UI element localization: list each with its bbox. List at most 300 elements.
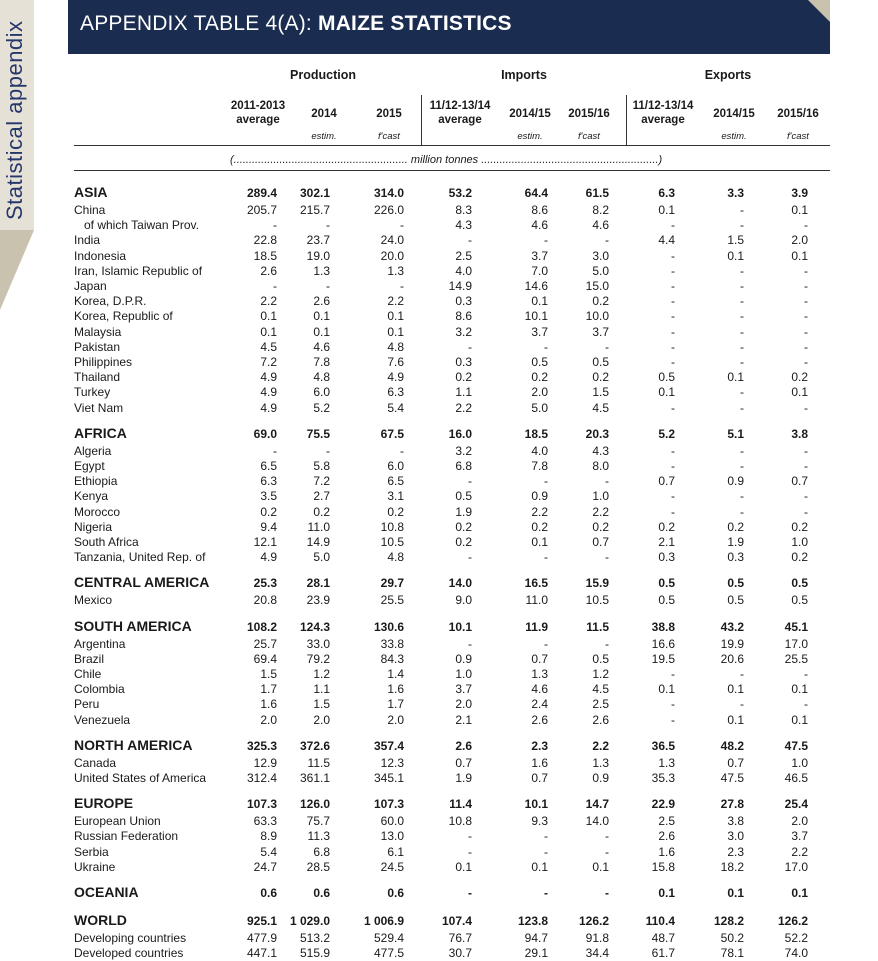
row-label: Iran, Islamic Republic of: [74, 263, 203, 278]
table-cell: 2.0: [791, 233, 808, 248]
table-cell: 0.1: [727, 248, 744, 263]
table-cell: 0.5: [727, 576, 744, 591]
table-cell: -: [273, 443, 277, 458]
table-cell: 477.9: [246, 931, 277, 945]
row-label: Viet Nam: [74, 400, 124, 415]
table-cell: 1.3: [313, 263, 330, 278]
table-cell: 357.4: [373, 738, 404, 753]
table-cell: 0.1: [658, 886, 675, 900]
table-cell: 7.0: [531, 263, 548, 278]
table-cell: -: [804, 339, 808, 354]
table-row: [74, 294, 818, 309]
table-cell: 2.5: [658, 814, 675, 829]
table-cell: 2.0: [791, 814, 808, 829]
table-cell: -: [468, 550, 472, 565]
table-cell: -: [671, 504, 675, 519]
table-cell: 11.0: [307, 519, 330, 534]
table-cell: -: [671, 309, 675, 324]
row-label: ASIA: [74, 184, 108, 200]
table-cell: 1.6: [531, 755, 548, 770]
table-cell: 0.6: [260, 886, 277, 900]
table-cell: -: [273, 218, 277, 233]
table-cell: 0.2: [791, 550, 808, 565]
table-cell: -: [804, 324, 808, 339]
table-row: [74, 233, 818, 248]
group-header-production: Production: [290, 68, 356, 82]
table-cell: -: [671, 712, 675, 727]
table-cell: 4.9: [260, 385, 277, 400]
region-row: [74, 617, 818, 635]
table-row: [74, 489, 818, 504]
table-cell: 0.1: [727, 370, 744, 385]
table-cell: 0.1: [791, 712, 808, 727]
table-cell: -: [740, 385, 744, 400]
table-row: [74, 713, 818, 728]
table-cell: 6.3: [260, 474, 277, 489]
table-cell: 3.5: [260, 489, 277, 504]
row-label: Peru: [74, 697, 100, 712]
table-cell: -: [400, 279, 404, 293]
table-cell: 33.0: [306, 636, 330, 651]
table-cell: 2.2: [592, 738, 609, 753]
table-cell: 0.1: [592, 859, 609, 874]
row-label: AFRICA: [74, 424, 127, 441]
row-label: Developed countries: [74, 946, 184, 961]
table-cell: 14.0: [448, 576, 472, 591]
table-cell: 2.0: [531, 385, 548, 400]
table-cell: 79.2: [306, 651, 330, 666]
page-title: APPENDIX TABLE 4(A): MAIZE STATISTICS: [80, 12, 512, 35]
row-label: India: [74, 233, 101, 248]
table-cell: 0.3: [455, 355, 472, 369]
table-cell: 1 029.0: [289, 914, 330, 928]
table-cell: -: [544, 636, 548, 651]
table-cell: -: [740, 459, 744, 473]
table-cell: 2.5: [455, 248, 472, 263]
table-cell: 4.6: [592, 218, 609, 233]
table-cell: 0.1: [531, 859, 548, 874]
table-cell: 30.7: [448, 946, 472, 961]
table-cell: 5.1: [727, 426, 744, 441]
table-cell: 4.8: [387, 550, 404, 565]
table-cell: 289.4: [246, 186, 277, 200]
table-cell: -: [671, 489, 675, 504]
table-cell: 25.5: [380, 593, 404, 608]
table-cell: 4.8: [387, 339, 404, 354]
table-cell: -: [544, 339, 548, 354]
table-cell: -: [468, 886, 472, 900]
table-cell: 75.7: [306, 814, 330, 829]
table-cell: 6.8: [313, 844, 330, 859]
table-cell: -: [671, 400, 675, 415]
table-row: [74, 203, 818, 218]
table-cell: -: [671, 697, 675, 712]
row-label: Korea, Republic of: [74, 309, 173, 324]
table-cell: -: [544, 829, 548, 844]
table-cell: 0.3: [727, 550, 744, 565]
table-cell: -: [605, 886, 609, 900]
table-cell: 110.4: [645, 914, 675, 928]
table-cell: 0.1: [727, 712, 744, 727]
table-cell: 3.9: [791, 186, 808, 200]
table-cell: -: [804, 279, 808, 293]
table-cell: -: [804, 504, 808, 519]
table-cell: 1.4: [387, 667, 404, 681]
table-cell: 1.6: [260, 697, 277, 712]
table-cell: 3.3: [727, 186, 744, 200]
table-cell: 0.1: [658, 682, 675, 697]
table-cell: 4.9: [260, 550, 277, 565]
table-cell: 8.6: [455, 309, 472, 324]
table-row: [74, 682, 818, 697]
table-cell: 4.4: [658, 233, 675, 248]
table-cell: 14.6: [524, 279, 548, 293]
table-cell: 2.0: [313, 712, 330, 727]
table-cell: 1.2: [313, 667, 330, 681]
table-cell: 5.8: [313, 459, 330, 473]
row-label: Korea, D.P.R.: [74, 294, 147, 309]
table-cell: 3.1: [387, 489, 404, 504]
table-cell: -: [671, 324, 675, 339]
table-cell: -: [326, 443, 330, 458]
table-cell: 2.2: [260, 294, 277, 309]
table-cell: 3.7: [455, 682, 472, 697]
table-cell: 0.1: [531, 535, 548, 549]
table-cell: 1.2: [592, 667, 609, 681]
table-cell: 0.5: [455, 489, 472, 504]
column-header: 2011-2013 average: [230, 100, 286, 126]
table-cell: -: [671, 667, 675, 681]
table-cell: 215.7: [299, 203, 330, 217]
table-cell: 3.7: [531, 324, 548, 339]
table-cell: 3.8: [727, 814, 744, 829]
table-cell: 12.3: [380, 755, 404, 770]
row-label: Russian Federation: [74, 829, 179, 844]
table-cell: 0.2: [531, 519, 548, 534]
table-cell: -: [804, 667, 808, 681]
table-row: [74, 946, 818, 961]
row-label: Thailand: [74, 370, 121, 385]
region-row: [74, 424, 818, 442]
table-cell: 1.6: [658, 844, 675, 859]
table-cell: -: [544, 233, 548, 248]
table-cell: 48.2: [720, 738, 744, 753]
row-label: Ethiopia: [74, 474, 118, 489]
table-cell: 19.0: [306, 248, 330, 263]
table-cell: 2.6: [658, 829, 675, 844]
table-cell: 0.1: [791, 682, 808, 697]
table-cell: 1.0: [455, 667, 472, 681]
table-cell: 3.2: [455, 324, 472, 339]
column-header: 2014/15: [509, 108, 551, 120]
table-cell: -: [605, 339, 609, 354]
table-cell: -: [273, 279, 277, 293]
table-cell: 107.4: [441, 914, 472, 928]
table-row: [74, 505, 818, 520]
region-row: [74, 576, 818, 591]
row-label: Brazil: [74, 651, 105, 666]
table-cell: -: [804, 355, 808, 369]
table-cell: 60.0: [380, 814, 404, 829]
table-cell: 24.7: [253, 859, 277, 874]
table-cell: 10.0: [585, 309, 609, 324]
table-cell: -: [605, 474, 609, 489]
table-cell: 20.0: [380, 248, 404, 263]
table-cell: 8.3: [455, 203, 472, 217]
table-cell: 2.2: [387, 294, 404, 309]
table-cell: 0.2: [592, 370, 609, 385]
table-cell: -: [740, 400, 744, 415]
table-cell: -: [400, 218, 404, 233]
table-cell: 5.0: [313, 550, 330, 565]
row-label: Serbia: [74, 844, 109, 859]
table-cell: 6.8: [455, 459, 472, 473]
column-header: 2015: [376, 108, 402, 120]
table-cell: 2.2: [791, 844, 808, 859]
table-cell: 2.0: [387, 712, 404, 727]
table-cell: 6.1: [387, 844, 404, 859]
table-cell: 48.7: [651, 931, 675, 945]
table-cell: 8.2: [592, 203, 609, 217]
table-cell: 10.5: [585, 593, 609, 608]
table-row: [74, 593, 818, 608]
region-row: [74, 736, 818, 754]
table-cell: 0.2: [791, 370, 808, 385]
table-cell: 67.5: [380, 426, 404, 441]
row-label: European Union: [74, 814, 161, 829]
table-cell: 11.5: [586, 619, 609, 634]
table-row: [74, 385, 818, 400]
table-cell: -: [740, 203, 744, 217]
table-row: [74, 814, 818, 829]
table-cell: 4.0: [455, 263, 472, 278]
table-cell: 3.7: [531, 248, 548, 263]
table-cell: -: [740, 489, 744, 504]
table-cell: 477.5: [373, 946, 404, 961]
table-cell: 11.0: [525, 593, 548, 608]
table-cell: 5.0: [531, 400, 548, 415]
table-cell: 0.1: [313, 309, 330, 324]
table-cell: 8.9: [260, 829, 277, 844]
table-cell: 2.3: [531, 738, 548, 753]
table-cell: 14.7: [585, 797, 609, 812]
table-cell: -: [468, 829, 472, 844]
table-cell: 4.0: [531, 443, 548, 458]
table-cell: 0.9: [531, 489, 548, 504]
table-cell: 25.3: [253, 576, 277, 591]
header-rule: [74, 145, 830, 146]
table-cell: 226.0: [373, 203, 404, 217]
table-cell: -: [544, 886, 548, 900]
table-cell: 447.1: [246, 946, 277, 961]
table-cell: 17.0: [784, 636, 808, 651]
table-cell: 33.8: [380, 636, 404, 651]
table-cell: 6.3: [658, 186, 675, 200]
table-cell: 18.5: [253, 248, 277, 263]
table-cell: 0.3: [658, 550, 675, 565]
table-cell: 25.7: [253, 636, 277, 651]
table-cell: 69.0: [253, 426, 277, 441]
table-cell: -: [326, 218, 330, 233]
table-cell: 23.9: [306, 593, 330, 608]
row-label: Morocco: [74, 504, 121, 519]
table-cell: 7.8: [313, 355, 330, 369]
table-cell: -: [740, 443, 744, 458]
table-cell: 16.5: [524, 576, 548, 591]
table-row: [74, 264, 818, 279]
table-cell: 0.1: [658, 385, 675, 400]
table-cell: 0.5: [531, 355, 548, 369]
table-row: [74, 697, 818, 712]
table-cell: 205.7: [246, 203, 277, 217]
table-row: [74, 931, 818, 946]
sidebar-decoration: [0, 230, 34, 310]
table-cell: 10.8: [380, 519, 404, 534]
table-cell: 6.5: [387, 474, 404, 489]
row-label: Argentina: [74, 636, 126, 651]
table-row: [74, 637, 818, 652]
table-cell: 0.1: [260, 309, 277, 324]
table-cell: 10.1: [524, 309, 548, 324]
table-cell: 314.0: [373, 186, 404, 200]
table-cell: 0.7: [531, 651, 548, 666]
table-cell: 0.2: [260, 504, 277, 519]
column-header: 11/12-13/14 average: [632, 100, 694, 126]
table-cell: 22.9: [651, 797, 675, 812]
table-cell: 107.3: [246, 797, 277, 812]
table-cell: 29.1: [524, 946, 548, 961]
table-cell: 14.0: [585, 814, 609, 829]
table-cell: 0.6: [313, 886, 330, 900]
row-label: Pakistan: [74, 339, 121, 354]
table-cell: 6.0: [313, 385, 330, 400]
table-cell: 84.3: [380, 651, 404, 666]
table-cell: 15.9: [585, 576, 609, 591]
table-cell: -: [740, 263, 744, 278]
table-cell: -: [740, 294, 744, 309]
table-cell: 4.6: [531, 682, 548, 697]
table-cell: -: [671, 279, 675, 293]
table-cell: -: [740, 218, 744, 233]
table-cell: 1.0: [791, 535, 808, 549]
table-cell: 16.6: [651, 636, 675, 651]
table-cell: 361.1: [299, 771, 330, 785]
table-cell: 1.7: [260, 682, 277, 697]
row-label: Developing countries: [74, 931, 187, 945]
table-cell: 123.8: [517, 914, 548, 928]
row-label: EUROPE: [74, 795, 134, 812]
row-label: NORTH AMERICA: [74, 736, 193, 753]
table-cell: 4.3: [455, 218, 472, 233]
table-row: [74, 279, 818, 294]
table-row: [74, 829, 818, 844]
group-header-exports: Exports: [704, 68, 752, 82]
table-row: [74, 550, 818, 565]
table-cell: 11.4: [449, 797, 472, 812]
table-cell: 325.3: [246, 738, 277, 753]
table-row: [74, 652, 818, 667]
table-row: [74, 218, 818, 233]
table-cell: 4.8: [313, 370, 330, 385]
table-cell: 4.9: [387, 370, 404, 385]
table-cell: 52.2: [784, 931, 808, 945]
table-cell: 312.4: [246, 771, 277, 785]
table-cell: 19.9: [720, 636, 744, 651]
table-cell: 5.0: [592, 263, 609, 278]
table-cell: 12.1: [253, 535, 277, 549]
table-cell: 15.0: [585, 279, 609, 293]
table-cell: 2.6: [455, 738, 472, 753]
table-cell: 0.2: [791, 519, 808, 534]
table-cell: -: [740, 309, 744, 324]
table-cell: 302.1: [299, 186, 330, 200]
table-row: [74, 520, 818, 535]
table-cell: 124.3: [299, 619, 330, 634]
table-cell: 0.1: [791, 385, 808, 400]
title-bar: [68, 0, 830, 54]
table-cell: 8.6: [531, 203, 548, 217]
table-cell: 513.2: [299, 931, 330, 945]
table-cell: 23.7: [306, 233, 330, 248]
table-cell: 11.9: [525, 619, 548, 634]
table-cell: 7.6: [387, 355, 404, 369]
region-row: [74, 186, 818, 201]
table-cell: 0.2: [455, 370, 472, 385]
table-cell: 4.5: [592, 682, 609, 697]
table-cell: 2.6: [260, 263, 277, 278]
table-cell: -: [468, 233, 472, 248]
table-cell: 2.1: [658, 535, 675, 549]
table-cell: 1.0: [791, 755, 808, 770]
table-row: [74, 340, 818, 355]
table-cell: 19.5: [651, 651, 675, 666]
row-label: Chile: [74, 667, 102, 681]
table-cell: -: [468, 474, 472, 489]
table-cell: 63.3: [253, 814, 277, 829]
table-cell: 3.0: [727, 829, 744, 844]
table-cell: 1.3: [658, 755, 675, 770]
table-cell: 0.7: [455, 755, 472, 770]
table-cell: 20.3: [585, 426, 609, 441]
table-row: [74, 444, 818, 459]
table-cell: 3.7: [791, 829, 808, 844]
table-cell: 76.7: [448, 931, 472, 945]
table-cell: 7.2: [313, 474, 330, 489]
table-row: [74, 756, 818, 771]
table-cell: 1.5: [592, 385, 609, 400]
column-subheader: f'cast: [378, 131, 400, 142]
table-cell: 2.5: [592, 697, 609, 712]
column-subheader: f'cast: [578, 131, 600, 142]
table-cell: 24.5: [380, 859, 404, 874]
table-cell: 0.2: [592, 519, 609, 534]
table-cell: 69.4: [253, 651, 277, 666]
row-label: CENTRAL AMERICA: [74, 574, 210, 591]
table-cell: 34.4: [585, 946, 609, 961]
table-cell: 12.9: [253, 755, 277, 770]
table-row: [74, 325, 818, 340]
table-cell: -: [671, 248, 675, 263]
table-cell: 4.5: [260, 339, 277, 354]
table-cell: 126.2: [777, 914, 808, 928]
table-cell: 345.1: [373, 771, 404, 785]
table-cell: 130.6: [373, 619, 404, 634]
table-row: [74, 249, 818, 264]
column-header: 2015/16: [568, 108, 610, 120]
table-cell: 10.1: [524, 797, 548, 812]
section-label: Statistical appendix: [2, 20, 27, 220]
table-cell: 0.5: [658, 576, 675, 591]
